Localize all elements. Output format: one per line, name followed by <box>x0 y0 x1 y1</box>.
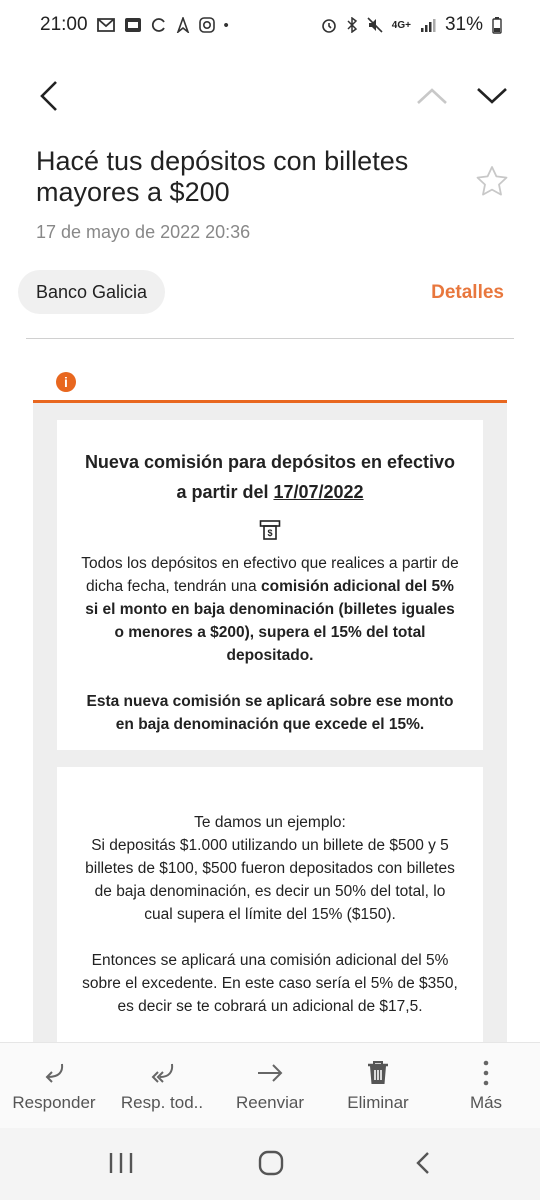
forward-icon <box>256 1059 284 1087</box>
status-right <box>321 14 502 36</box>
nav-arrow-icon <box>176 17 190 33</box>
reply-all-button[interactable] <box>108 1043 216 1129</box>
reply-all-label: Resp. tod.. <box>120 1093 204 1112</box>
home-icon[interactable] <box>258 1150 284 1176</box>
card-title <box>79 447 461 507</box>
example-card <box>57 767 483 1042</box>
more-button[interactable] <box>432 1043 540 1129</box>
svg-text:$: $ <box>267 528 273 538</box>
battery-icon <box>492 17 502 34</box>
card-paragraph-2: Esta nueva comisión se aplicará sobre ese monto en baja denominación que excede el 15%. <box>86 693 454 733</box>
card-title-text: Nueva comisión para depósitos en efectivo a partir del <box>84 452 456 502</box>
gmail-icon <box>97 18 115 32</box>
reply-all-icon <box>148 1059 176 1087</box>
more-vertical-icon <box>472 1059 500 1087</box>
mail-topbar <box>0 62 540 126</box>
battery-percent: 31% <box>444 14 483 35</box>
card-paragraph-1 <box>79 552 461 667</box>
instagram-icon <box>199 17 215 33</box>
nav-back-icon[interactable] <box>410 1150 436 1176</box>
sender-chip[interactable]: Banco Galicia <box>18 270 165 314</box>
delete-label: Eliminar <box>347 1093 409 1112</box>
sync-icon <box>151 17 167 33</box>
system-nav-bar <box>0 1128 540 1200</box>
alarm-icon <box>321 17 337 33</box>
status-bar <box>0 0 540 50</box>
reply-icon <box>40 1059 68 1087</box>
bottom-toolbar <box>0 1042 540 1129</box>
email-body <box>33 362 507 1042</box>
delete-button[interactable] <box>324 1043 432 1129</box>
bluetooth-icon <box>346 17 358 33</box>
reply-button[interactable] <box>0 1043 108 1129</box>
network-label: 4G+ <box>391 19 411 31</box>
cash-icon <box>259 519 281 541</box>
mute-icon <box>367 17 383 33</box>
more-label: Más <box>469 1093 503 1112</box>
reply-label: Responder <box>12 1093 96 1112</box>
back-icon[interactable] <box>30 76 70 116</box>
dot-icon: • <box>223 16 229 34</box>
example-paragraph-2: Entonces se aplicará una comisión adicional del 5% sobre el excedente. En este caso sería el 5% de $350, es decir se te cobrará un adicional de $17,5. <box>82 952 458 1015</box>
forward-button[interactable] <box>216 1043 324 1129</box>
status-left <box>40 14 229 36</box>
chevron-down-icon[interactable] <box>472 76 512 116</box>
recents-icon[interactable] <box>108 1150 134 1176</box>
status-time: 21:00 <box>40 14 88 35</box>
bank-logo-icon: i <box>56 372 76 392</box>
para1-bold: comisión adicional del 5% si el monto en baja denominación (billetes iguales o menores a $200), supera el 15% del total depositado. <box>85 578 455 664</box>
details-link[interactable]: Detalles <box>431 282 504 303</box>
app-icon <box>124 17 142 33</box>
email-date: 17 de mayo de 2022 20:36 <box>36 222 251 242</box>
commission-card <box>57 420 483 750</box>
email-subject: Hacé tus depósitos con billetes mayores a $200 <box>36 146 409 207</box>
example-intro: Te damos un ejemplo: <box>194 814 346 831</box>
header-divider <box>26 338 514 339</box>
forward-label: Reenviar <box>235 1093 305 1112</box>
signal-icon <box>420 18 436 32</box>
star-icon[interactable] <box>474 164 510 200</box>
para1-text: Todos los depósitos en efectivo que realices a partir de dicha fecha, tendrán una <box>81 555 459 595</box>
card-title-date[interactable]: 17/07/2022 <box>273 482 364 502</box>
example-paragraph-1: Si depositás $1.000 utilizando un billete de $500 y 5 billetes de $100, $500 fueron depositados con billetes de baja denominación, es decir un 50% del total, lo cual supera el límite del 15% ($150). <box>85 837 455 923</box>
chevron-up-icon[interactable] <box>412 76 452 116</box>
trash-icon <box>364 1059 392 1087</box>
